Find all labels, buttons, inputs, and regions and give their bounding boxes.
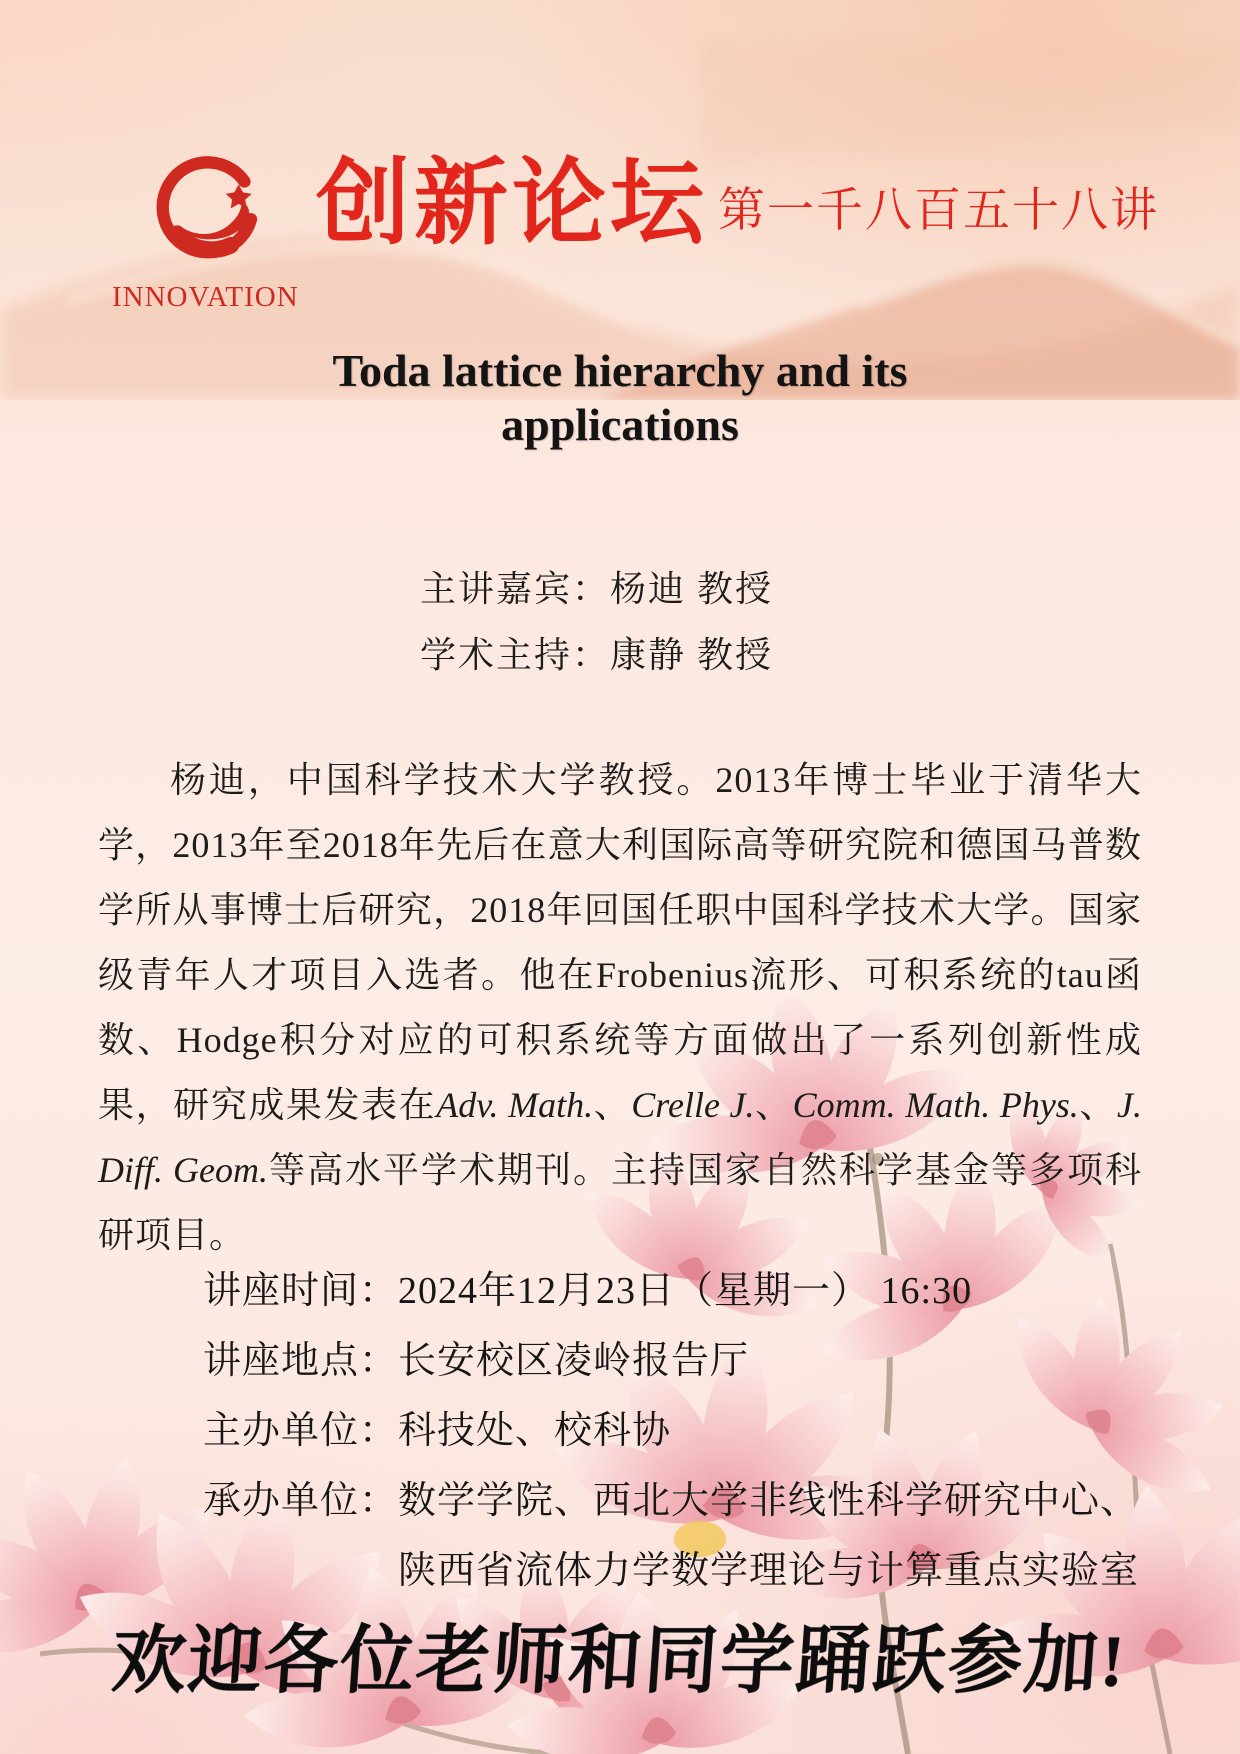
forum-title: 创新论坛 (316, 150, 709, 255)
speakers-block (420, 556, 773, 688)
detail-label: 讲座地点： (203, 1340, 399, 1382)
host-row (420, 622, 773, 688)
journal-name: J. Diff. Geom. (98, 1085, 1142, 1190)
bio-text: 、 (593, 1085, 632, 1125)
detail-value: 2024年12月23日（星期一） 16:30 (398, 1270, 973, 1312)
lecture-title (0, 344, 1240, 452)
detail-row-organizer (203, 1396, 1139, 1466)
host-name: 康静 教授 (610, 635, 774, 675)
detail-label: 讲座时间： (203, 1270, 399, 1312)
bio-text: 、 (1078, 1085, 1117, 1125)
detail-label: 承办单位： (203, 1480, 399, 1522)
detail-value: 科技处、校科协 (398, 1410, 672, 1452)
welcome-message: 欢迎各位老师和同学踊跃参加! (109, 1621, 1130, 1703)
lecture-details (203, 1256, 1139, 1606)
speaker-label: 主讲嘉宾： (420, 569, 611, 609)
lecture-title-line1: Toda lattice hierarchy and its (332, 345, 908, 396)
undertaker-line2: 陕西省流体力学数学理论与计算重点实验室 (398, 1550, 1140, 1592)
bio-text: 等高水平学术期刊。主持国家自然科学基金等多项科研项目。 (98, 1150, 1142, 1255)
host-label: 学术主持： (420, 635, 611, 675)
lecture-number: 第一千八百五十八讲 (718, 183, 1159, 236)
detail-value (398, 1466, 1139, 1606)
innovation-brand-text: INNOVATION (112, 281, 299, 313)
speaker-name: 杨迪 教授 (610, 569, 774, 609)
journal-name: Comm. Math. Phys. (792, 1085, 1079, 1125)
detail-row-time (203, 1256, 1139, 1326)
journal-name: Crelle J. (631, 1085, 755, 1125)
detail-label: 主办单位： (203, 1410, 399, 1452)
undertaker-line1: 数学学院、西北大学非线性科学研究中心、 (398, 1480, 1140, 1522)
lecture-title-line2: applications (501, 399, 739, 450)
bio-text: 、 (754, 1085, 793, 1125)
detail-row-location (203, 1326, 1139, 1396)
speaker-row (420, 556, 773, 622)
journal-name: Adv. Math. (436, 1085, 594, 1125)
detail-row-undertaker (203, 1466, 1139, 1606)
speaker-biography (98, 748, 1142, 1268)
innovation-logo-icon (135, 138, 280, 283)
detail-value: 长安校区凌岭报告厅 (398, 1340, 750, 1382)
bio-text: 杨迪，中国科学技术大学教授。2013年博士毕业于清华大学，2013年至2018年先后在意大利国际高等研究院和德国马普数学所从事博士后研究，2018年回国任职中国科学技术大学。国家级青年人才项目入选者。他在Frobenius流形、可积系统的tau函数、Hodge积分对应的可积系统等方面做出了一系列创新性成果，研究成果发表在 (98, 760, 1142, 1125)
